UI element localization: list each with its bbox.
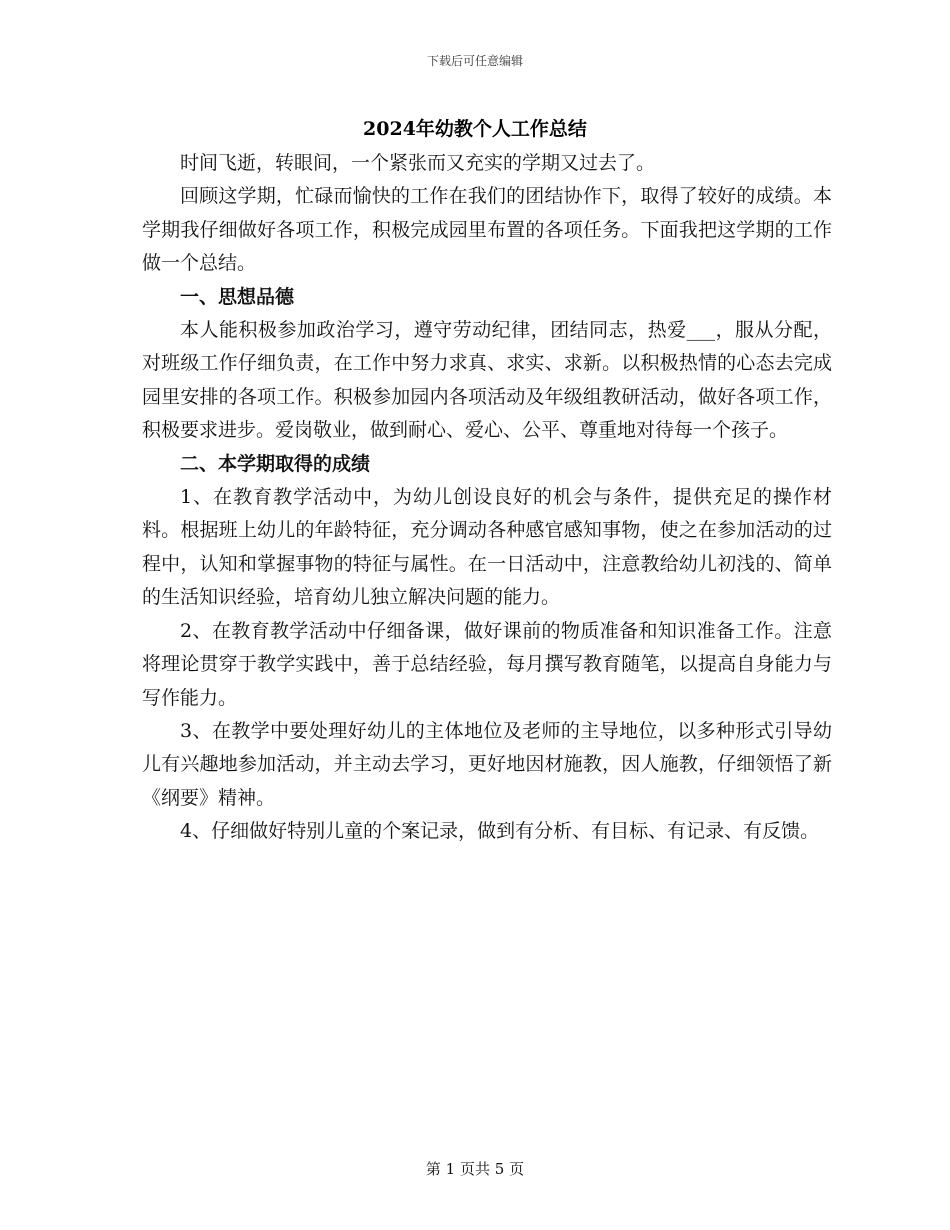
paragraph-item-2: 2、在教育教学活动中仔细备课，做好课前的物质准备和知识准备工作。注意将理论贯穿于教学实践中，善于总结经验，每月撰写教育随笔，以提高自身能力与写作能力。 (142, 619, 832, 709)
document-body (142, 147, 832, 849)
document-title: 2024年幼教个人工作总结 (363, 118, 587, 140)
paragraph-item-4: 4、仔细做好特别儿童的个案记录，做到有分析、有目标、有记录、有反馈。 (180, 820, 820, 843)
page-footer: 第 1 页共 5 页 (425, 1160, 525, 1178)
paragraph-ideology: 本人能积极参加政治学习，遵守劳动纪律，团结同志，热爱___，服从分配，对班级工作仔细负责，在工作中努力求真、求实、求新。以积极热情的心态去完成园里安排的各项工作。积极参加园内各项活动及年级组教研活动，做好各项工作，积极要求进步。爱岗敬业，做到耐心、爱心、公平、尊重地对待每一个孩子。 (142, 319, 832, 442)
section-heading-achievements: 二、本学期取得的成绩 (180, 452, 371, 475)
paragraph-item-3: 3、在教学中要处理好幼儿的主体地位及老师的主导地位，以多种形式引导幼儿有兴趣地参加活动，并主动去学习，更好地因材施教，因人施教，仔细领悟了新《纲要》精神。 (142, 719, 832, 809)
page-header: 下载后可任意编辑 (426, 54, 523, 68)
section-heading-ideology: 一、思想品德 (180, 285, 295, 308)
paragraph-intro: 时间飞逝，转眼间，一个紧张而又充实的学期又过去了。 (180, 152, 656, 174)
paragraph-review: 回顾这学期，忙碌而愉快的工作在我们的团结协作下，取得了较好的成绩。本学期我仔细做好各项工作，积极完成园里布置的各项任务。下面我把这学期的工作做一个总结。 (142, 185, 832, 275)
paragraph-item-1: 1、在教育教学活动中，为幼儿创设良好的机会与条件，提供充足的操作材料。根据班上幼儿的年龄特征，充分调动各种感官感知事物，使之在参加活动的过程中，认知和掌握事物的特征与属性。在一日活动中，注意教给幼儿初浅的、简单的生活知识经验，培育幼儿独立解决问题的能力。 (142, 486, 832, 609)
